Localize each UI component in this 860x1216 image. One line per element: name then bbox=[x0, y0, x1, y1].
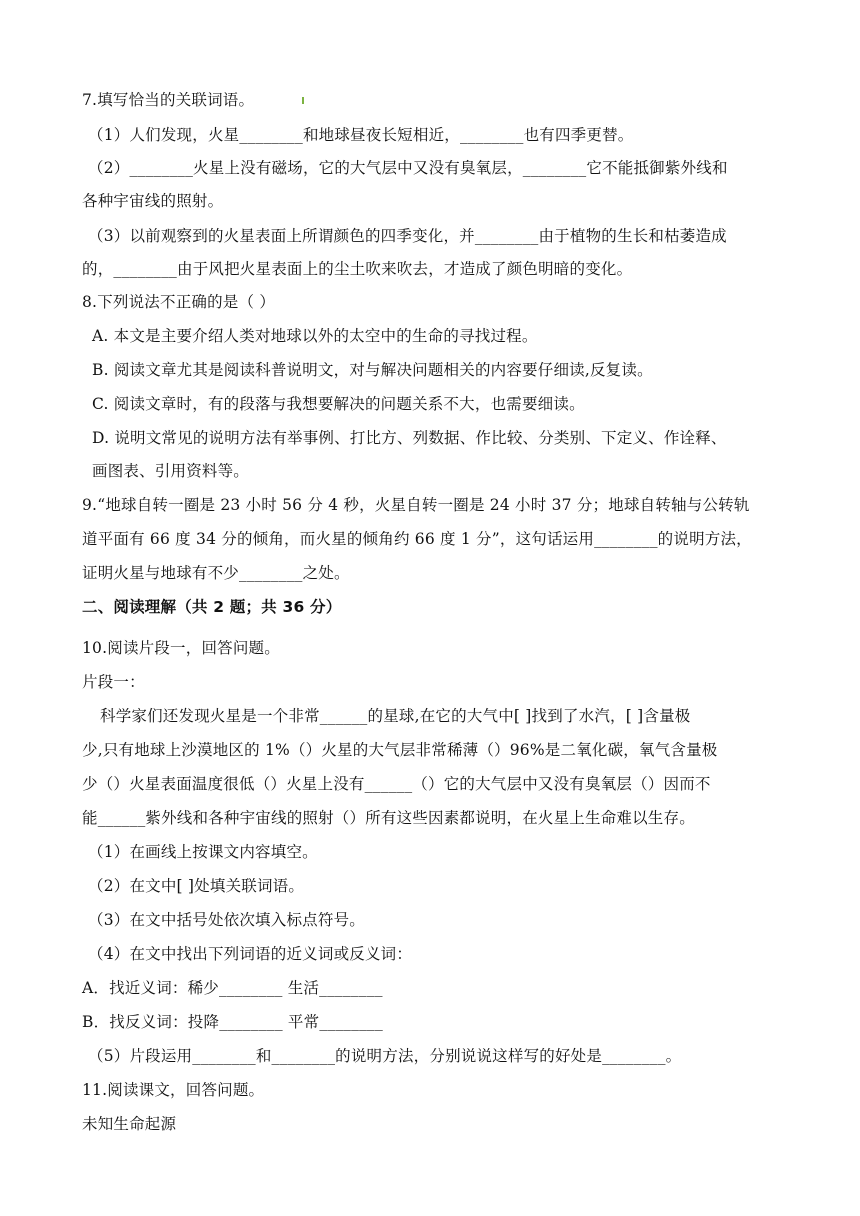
q7-item-2-cont: 各种宇宙线的照射。 bbox=[82, 192, 224, 210]
q10-sub-2: （2）在文中[ ]处填关联词语。 bbox=[88, 877, 305, 895]
q9-line-2: 道平面有 66 度 34 分的倾角，而火星的倾角约 66 度 1 分”，这句话运用________的说明方法， bbox=[82, 530, 752, 548]
q10-sub-4-b: B．找反义词：投降________ 平常________ bbox=[82, 1013, 383, 1031]
q7-title: 7.填写恰当的关联词语。 bbox=[82, 91, 255, 109]
q7-item-3-cont: 的，________由于风把火星表面上的尘土吹来吹去，才造成了颜色明暗的变化。 bbox=[82, 260, 633, 278]
q9-line-3: 证明火星与地球有不少________之处。 bbox=[82, 564, 350, 582]
q7-item-2: （2）________火星上没有磁场，它的大气层中又没有臭氧层，________它不能抵御紫外线和 bbox=[88, 159, 728, 177]
excerpt-line-4: 能______紫外线和各种宇宙线的照射（）所有这些因素都说明，在火星上生命难以生存。 bbox=[82, 809, 695, 827]
q9-line-1: 9.“地球自转一圈是 23 小时 56 分 4 秒，火星自转一圈是 24 小时 37 分；地球自转轴与公转轨 bbox=[82, 496, 750, 514]
q8-option-c: C. 阅读文章时，有的段落与我想要解决的问题关系不大，也需要细读。 bbox=[92, 395, 585, 413]
excerpt-label: 片段一： bbox=[82, 673, 145, 691]
q10-sub-4-a: A．找近义词：稀少________ 生活________ bbox=[82, 979, 383, 997]
q10-sub-3: （3）在文中括号处依次填入标点符号。 bbox=[88, 911, 365, 929]
q10-title: 10.阅读片段一，回答问题。 bbox=[82, 639, 280, 657]
q10-sub-1: （1）在画线上按课文内容填空。 bbox=[88, 843, 318, 861]
green-mark bbox=[302, 97, 304, 104]
section-heading: 二、阅读理解（共 2 题；共 36 分） bbox=[82, 598, 342, 616]
q8-option-d-cont: 画图表、引用资料等。 bbox=[92, 462, 250, 480]
q7-item-1: （1）人们发现，火星________和地球昼夜长短相近，________也有四季更替。 bbox=[88, 126, 634, 144]
q8-option-d: D. 说明文常见的说明方法有举事例、打比方、列数据、作比较、分类别、下定义、作诠释、 bbox=[92, 429, 727, 447]
passage-title: 未知生命起源 bbox=[82, 1115, 177, 1133]
q11-title: 11.阅读课文，回答问题。 bbox=[82, 1081, 265, 1099]
excerpt-line-2: 少,只有地球上沙漠地区的 1%（）火星的大气层非常稀薄（）96%是二氧化碳，氧气含量极 bbox=[82, 741, 718, 759]
q8-title: 8.下列说法不正确的是（ ） bbox=[82, 293, 276, 311]
q10-sub-4: （4）在文中找出下列词语的近义词或反义词： bbox=[88, 945, 413, 963]
excerpt-line-3: 少（）火星表面温度很低（）火星上没有______（）它的大气层中又没有臭氧层（）因而不 bbox=[82, 775, 711, 793]
q8-option-b: B. 阅读文章尤其是阅读科普说明文，对与解决问题相关的内容要仔细读,反复读。 bbox=[92, 361, 653, 379]
excerpt-line-1: 科学家们还发现火星是一个非常______的星球,在它的大气中[ ]找到了水汽，[ ]含量极 bbox=[100, 707, 691, 725]
q8-option-a: A. 本文是主要介绍人类对地球以外的太空中的生命的寻找过程。 bbox=[92, 327, 538, 345]
q7-item-3: （3）以前观察到的火星表面上所谓颜色的四季变化，并________由于植物的生长和枯萎造成 bbox=[88, 227, 727, 245]
q10-sub-5: （5）片段运用________和________的说明方法，分别说说这样写的好处是________。 bbox=[88, 1047, 682, 1065]
